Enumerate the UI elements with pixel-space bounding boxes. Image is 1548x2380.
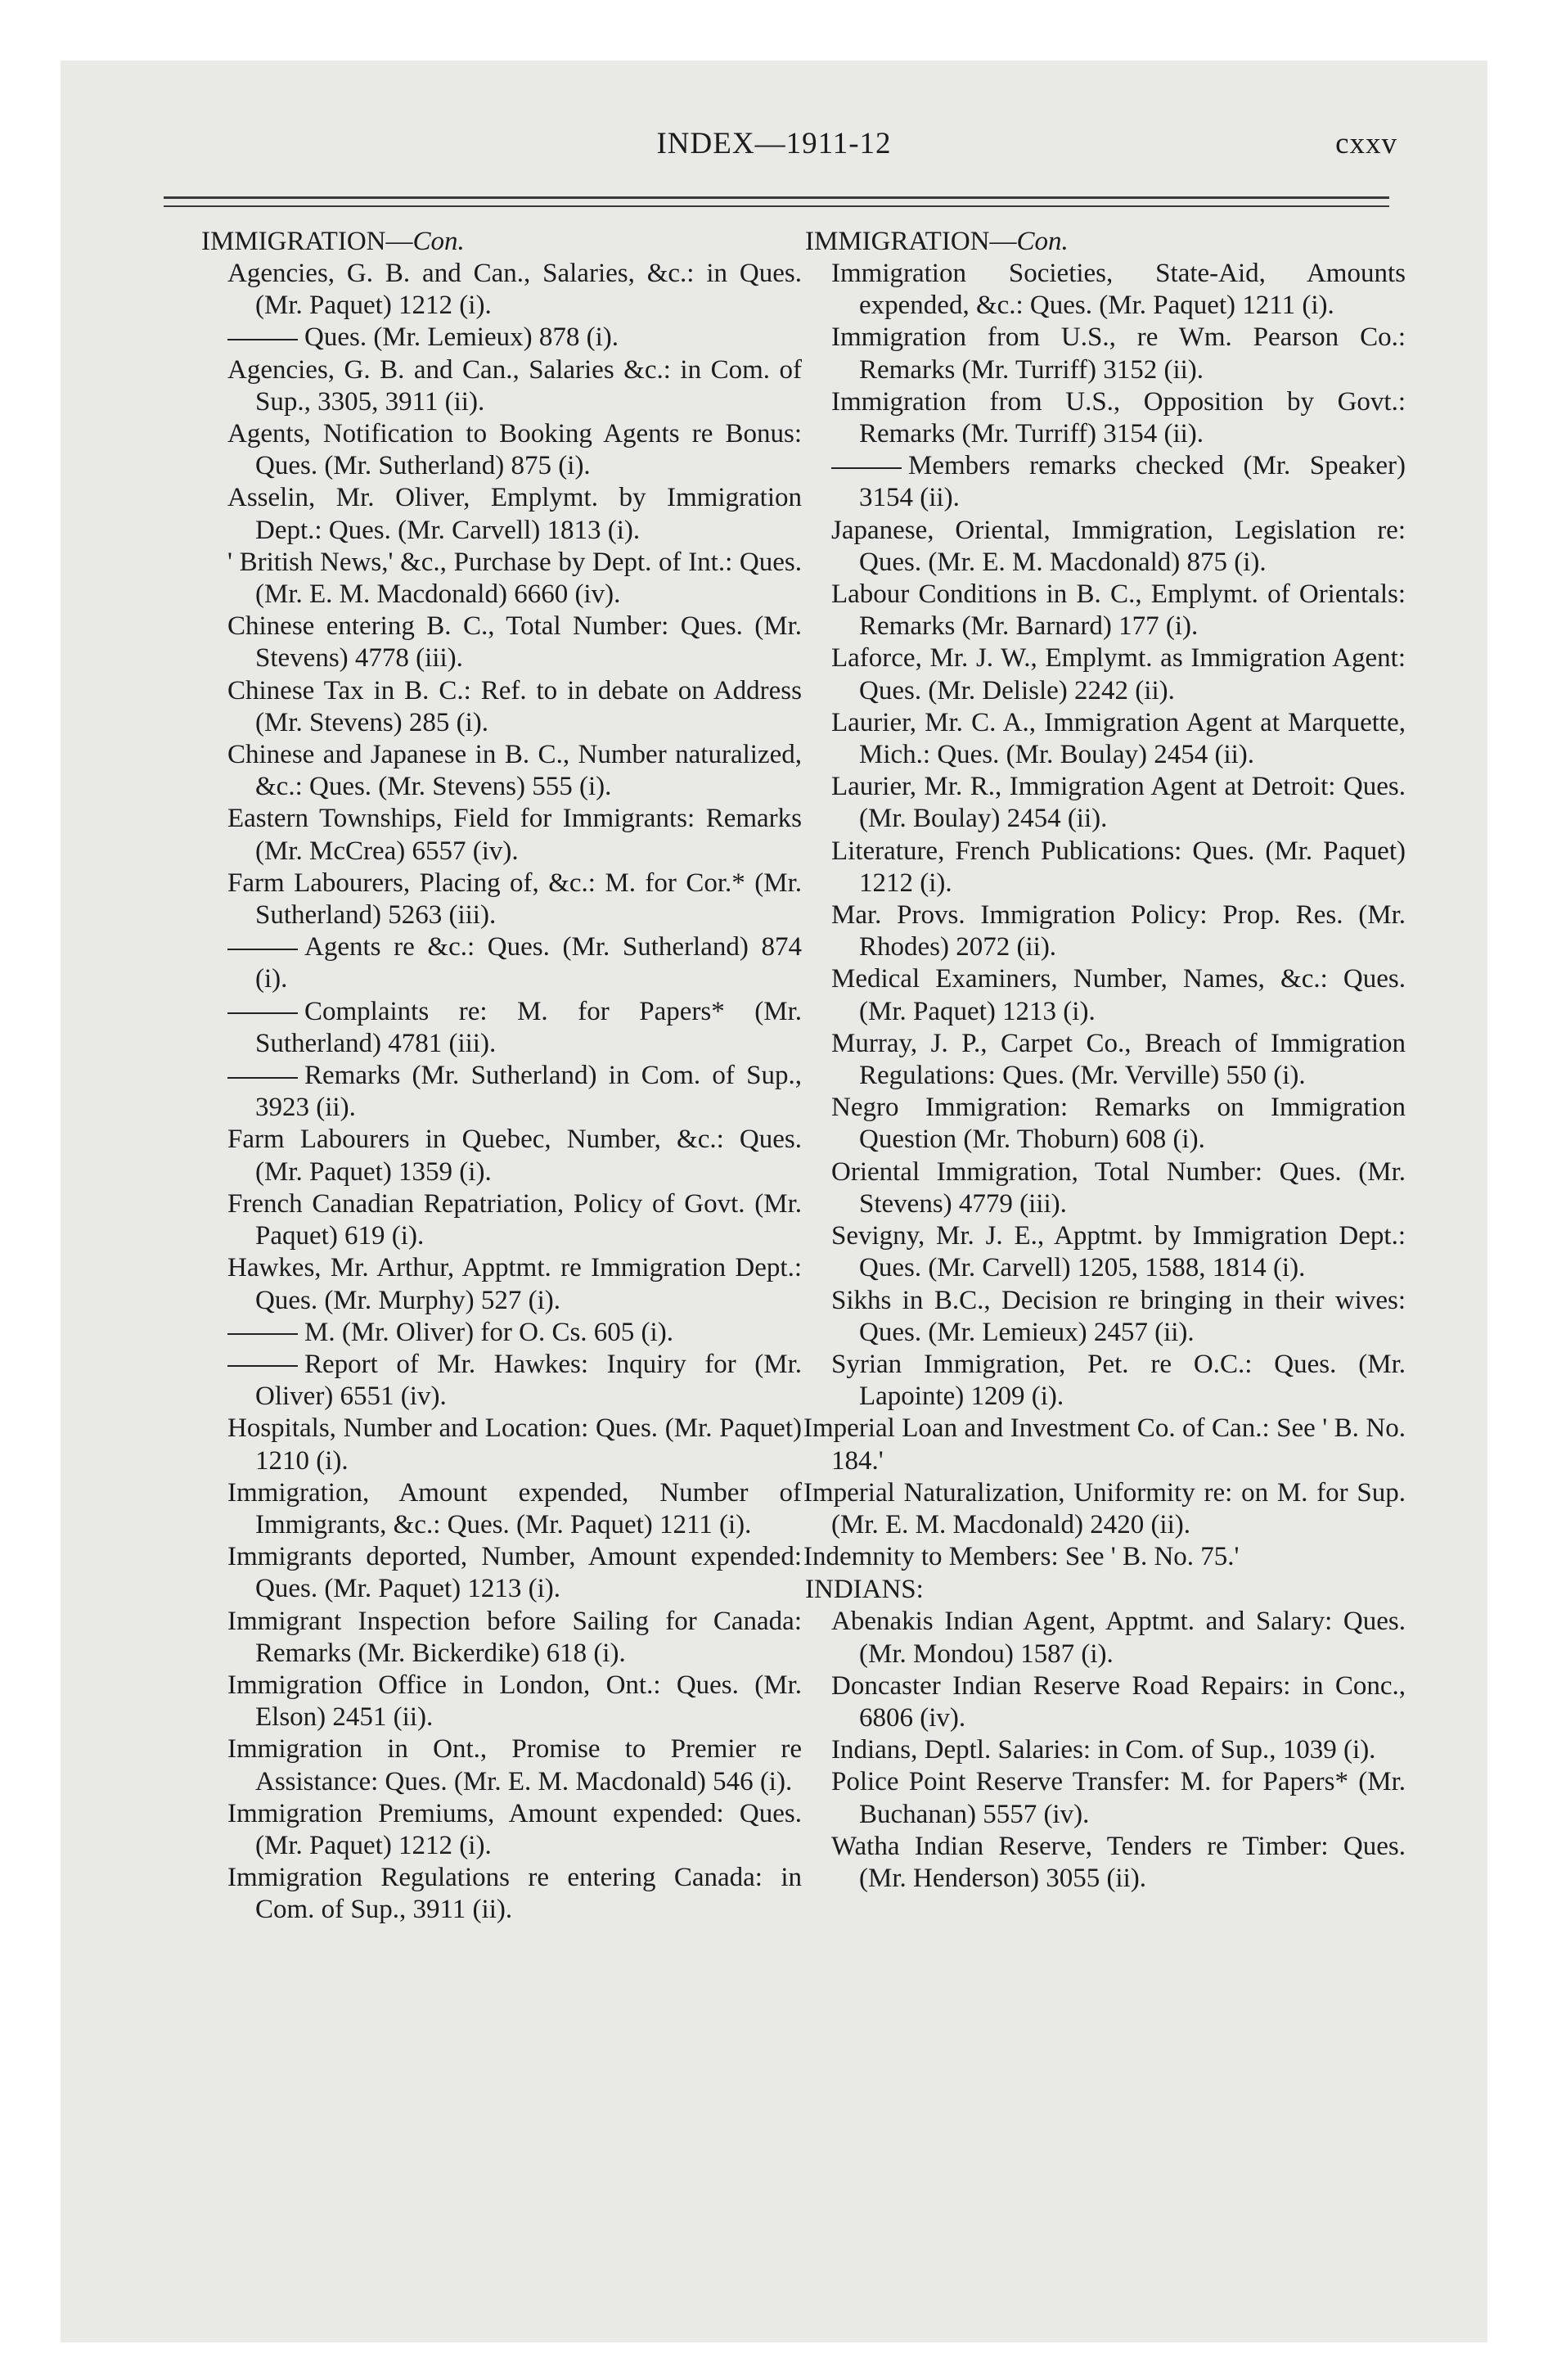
index-entry: Hospitals, Number and Location: Ques. (Mr. Paquet) 1210 (i). (227, 1413, 802, 1476)
index-entry: Literature, French Publications: Ques. (Mr. Paquet) 1212 (i). (831, 836, 1406, 898)
index-entry: Immigration Regulations re entering Canada: in Com. of Sup., 3911 (ii). (227, 1863, 802, 1925)
index-entry: Laurier, Mr. R., Immigration Agent at Detroit: Ques. (Mr. Boulay) 2454 (ii). (831, 772, 1406, 834)
index-entry: Indians, Deptl. Salaries: in Com. of Sup., 1039 (i). (831, 1735, 1376, 1765)
index-entry: Immigrants deported, Number, Amount expended: Ques. (Mr. Paquet) 1213 (i). (227, 1542, 802, 1604)
ditto-dash (227, 1333, 298, 1335)
ditto-dash (831, 467, 902, 469)
running-head (0, 124, 1548, 164)
index-entry: Agents, Notification to Booking Agents re Bonus: Ques. (Mr. Sutherland) 875 (i). (227, 419, 802, 481)
index-entry: Abenakis Indian Agent, Apptmt. and Salary: Ques. (Mr. Mondou) 1587 (i). (831, 1607, 1406, 1669)
index-subentry: Remarks (Mr. Sutherland) in Com. of Sup., 3923 (ii). (224, 1060, 802, 1124)
header-rule-thin (164, 205, 1389, 207)
section-heading: IMMIGRATION—Con. (805, 227, 1069, 256)
index-subentry: Report of Mr. Hawkes: Inquiry for (Mr. Oliver) 6551 (iv). (224, 1349, 802, 1413)
index-entry: Doncaster Indian Reserve Road Repairs: in Conc., 6806 (iv). (831, 1670, 1406, 1733)
index-entry: Immigration from U.S., re Wm. Pearson Co.: Remarks (Mr. Turriff) 3152 (ii). (831, 322, 1406, 385)
ditto-dash (227, 949, 298, 950)
index-entry-top-level: Indemnity to Members: See ' B. No. 75.' (803, 1542, 1240, 1572)
index-entry: Oriental Immigration, Total Number: Ques. (Mr. Stevens) 4779 (iii). (831, 1156, 1406, 1219)
index-entry: Japanese, Oriental, Immigration, Legislation re: Ques. (Mr. E. M. Macdonald) 875 (i). (831, 515, 1406, 577)
index-entry: Laforce, Mr. J. W., Emplymt. as Immigration Agent: Ques. (Mr. Delisle) 2242 (ii). (831, 643, 1406, 705)
index-entry: Agencies, G. B. and Can., Salaries, &c.: in Ques. (Mr. Paquet) 1212 (i). (227, 259, 802, 321)
index-entry: Watha Indian Reserve, Tenders re Timber: Ques. (Mr. Henderson) 3055 (ii). (831, 1831, 1406, 1893)
index-entry: Farm Labourers, Placing of, &c.: M. for Cor.* (Mr. Sutherland) 5263 (iii). (227, 868, 802, 931)
header-rule (164, 196, 1389, 199)
index-entry: French Canadian Repatriation, Policy of Govt. (Mr. Paquet) 619 (i). (227, 1188, 802, 1251)
index-entry: Murray, J. P., Carpet Co., Breach of Immigration Regulations: Ques. (Mr. Verville) 550 (i). (831, 1028, 1406, 1091)
index-entry: Labour Conditions in B. C., Emplymt. of Orientals: Remarks (Mr. Barnard) 177 (i). (831, 579, 1406, 642)
index-entry-top-level: Imperial Naturalization, Uniformity re: on M. for Sup. (Mr. E. M. Macdonald) 2420 (ii). (803, 1477, 1406, 1539)
index-entry: Sikhs in B.C., Decision re bringing in their wives: Ques. (Mr. Lemieux) 2457 (ii). (831, 1285, 1406, 1347)
index-entry: Laurier, Mr. C. A., Immigration Agent at Marquette, Mich.: Ques. (Mr. Boulay) 2454 (ii). (831, 707, 1406, 770)
index-subentry: Members remarks checked (Mr. Speaker) 3154 (ii). (828, 450, 1406, 514)
index-entry: Agencies, G. B. and Can., Salaries &c.: in Com. of Sup., 3305, 3911 (ii). (227, 354, 802, 417)
index-entry: Chinese Tax in B. C.: Ref. to in debate on Address (Mr. Stevens) 285 (i). (227, 675, 802, 737)
section-heading-indians: INDIANS: (805, 1575, 924, 1605)
index-subentry: M. (Mr. Oliver) for O. Cs. 605 (i). (224, 1317, 802, 1349)
index-entry: Syrian Immigration, Pet. re O.C.: Ques. (Mr. Lapointe) 1209 (i). (831, 1349, 1406, 1412)
index-entry: Farm Labourers in Quebec, Number, &c.: Ques. (Mr. Paquet) 1359 (i). (227, 1125, 802, 1187)
index-entry-top-level: Imperial Loan and Investment Co. of Can.: See ' B. No. 184.' (803, 1413, 1406, 1476)
index-subentry: Ques. (Mr. Lemieux) 878 (i). (224, 322, 802, 354)
index-entry: Eastern Townships, Field for Immigrants: Remarks (Mr. McCrea) 6557 (iv). (227, 804, 802, 866)
index-entry: Immigration in Ont., Promise to Premier re Assistance: Ques. (Mr. E. M. Macdonald) 546 (i). (227, 1734, 802, 1796)
index-subentry: Agents re &c.: Ques. (Mr. Sutherland) 874 (i). (224, 931, 802, 995)
ditto-dash (227, 1365, 298, 1367)
right-column (800, 225, 1406, 1895)
index-entry: Immigrant Inspection before Sailing for Canada: Remarks (Mr. Bickerdike) 618 (i). (227, 1606, 802, 1668)
index-entry: Mar. Provs. Immigration Policy: Prop. Res. (Mr. Rhodes) 2072 (ii). (831, 900, 1406, 962)
index-entry: Immigration Societies, State-Aid, Amounts expended, &c.: Ques. (Mr. Paquet) 1211 (i). (831, 259, 1406, 321)
ditto-dash (227, 1012, 298, 1014)
left-column (196, 225, 802, 1927)
index-entry: Negro Immigration: Remarks on Immigration Question (Mr. Thoburn) 608 (i). (831, 1093, 1406, 1155)
index-entry: Immigration Office in London, Ont.: Ques. (Mr. Elson) 2451 (ii). (227, 1670, 802, 1733)
index-subentry: Complaints re: M. for Papers* (Mr. Sutherland) 4781 (iii). (224, 996, 802, 1060)
index-entry: ' British News,' &c., Purchase by Dept. of Int.: Ques. (Mr. E. M. Macdonald) 6660 (iv). (227, 547, 802, 610)
index-entry: Hawkes, Mr. Arthur, Apptmt. re Immigration Dept.: Ques. (Mr. Murphy) 527 (i). (227, 1253, 802, 1315)
index-entry: Immigration, Amount expended, Number of Immigrants, &c.: Ques. (Mr. Paquet) 1211 (i). (227, 1477, 802, 1539)
ditto-dash (227, 1077, 298, 1079)
page-title: INDEX—1911-12 (656, 127, 892, 160)
section-heading: IMMIGRATION—Con. (201, 227, 465, 256)
index-entry: Sevigny, Mr. J. E., Apptmt. by Immigration Dept.: Ques. (Mr. Carvell) 1205, 1588, 1814 (i). (831, 1221, 1406, 1283)
index-entry: Medical Examiners, Number, Names, &c.: Ques. (Mr. Paquet) 1213 (i). (831, 964, 1406, 1026)
index-entry: Immigration Premiums, Amount expended: Ques. (Mr. Paquet) 1212 (i). (227, 1798, 802, 1860)
index-entry: Police Point Reserve Transfer: M. for Papers* (Mr. Buchanan) 5557 (iv). (831, 1767, 1406, 1829)
index-entry: Chinese and Japanese in B. C., Number naturalized, &c.: Ques. (Mr. Stevens) 555 (i). (227, 740, 802, 802)
index-entry: Chinese entering B. C., Total Number: Ques. (Mr. Stevens) 4778 (iii). (227, 611, 802, 674)
index-entry: Immigration from U.S., Opposition by Govt.: Remarks (Mr. Turriff) 3154 (ii). (831, 386, 1406, 449)
page-number: cxxv (1335, 127, 1397, 160)
ditto-dash (227, 339, 298, 340)
index-entry: Asselin, Mr. Oliver, Emplymt. by Immigration Dept.: Ques. (Mr. Carvell) 1813 (i). (227, 483, 802, 545)
